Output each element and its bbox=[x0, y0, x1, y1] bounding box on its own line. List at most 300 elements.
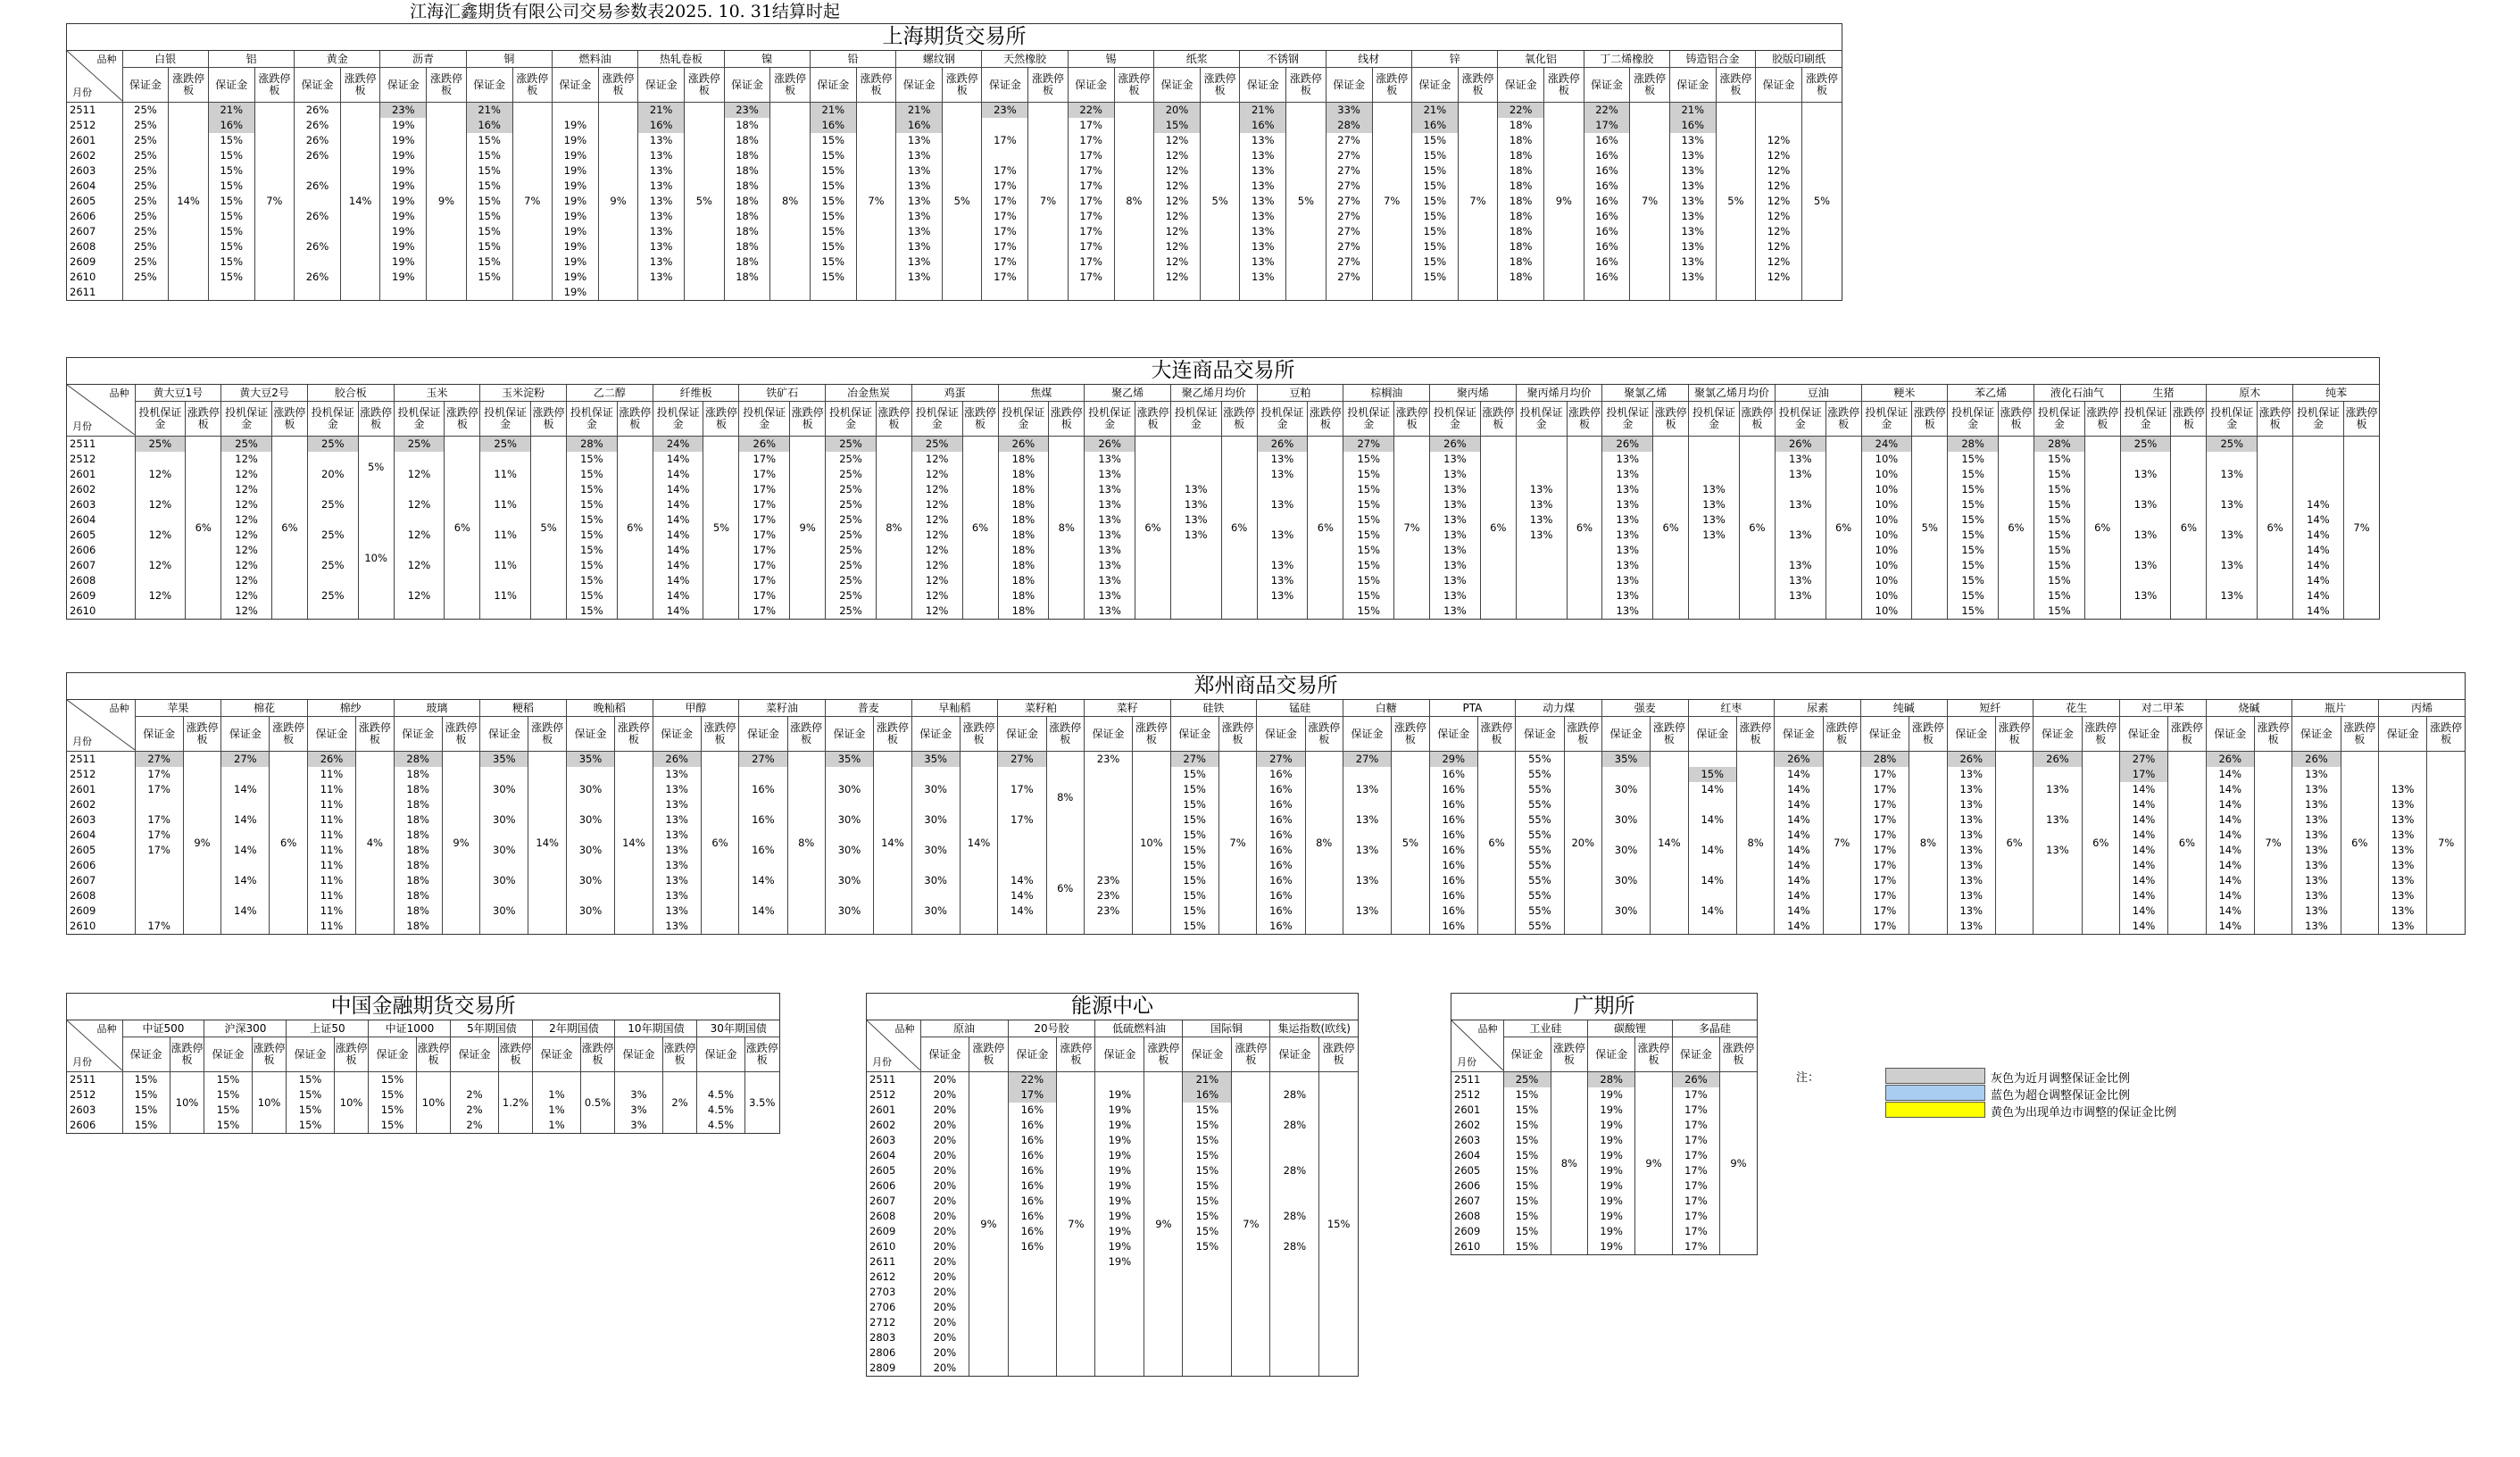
margin-cell: 16% bbox=[1429, 873, 1477, 888]
limit-cell: 6% bbox=[1221, 437, 1257, 620]
margin-header: 保证金 bbox=[615, 1037, 662, 1072]
limit-header: 涨跌停板 bbox=[358, 402, 394, 437]
margin-cell: 15% bbox=[287, 1103, 334, 1118]
margin-cell: 17% bbox=[982, 270, 1028, 285]
margin-cell: 19% bbox=[380, 224, 427, 239]
margin-cell: 16% bbox=[1584, 194, 1630, 209]
limit-cell: 6% bbox=[1480, 437, 1516, 620]
margin-cell: 13% bbox=[1775, 573, 1826, 588]
margin-cell: 19% bbox=[1588, 1148, 1635, 1163]
margin-cell: 15% bbox=[208, 224, 254, 239]
margin-cell bbox=[1095, 1270, 1144, 1285]
margin-cell bbox=[1257, 604, 1308, 619]
margin-header: 保证金 bbox=[208, 68, 254, 103]
limit-cell: 9% bbox=[598, 103, 637, 301]
margin-cell: 13% bbox=[1947, 919, 1995, 934]
margin-cell: 13% bbox=[1257, 588, 1308, 604]
margin-cell: 25% bbox=[307, 558, 358, 573]
margin-cell: 11% bbox=[307, 812, 355, 828]
limit-header: 涨跌停板 bbox=[876, 402, 911, 437]
margin-cell: 17% bbox=[1860, 782, 1909, 797]
limit-cell: 8% bbox=[1909, 752, 1947, 935]
margin-cell: 18% bbox=[1498, 209, 1544, 224]
margin-cell: 15% bbox=[1411, 254, 1458, 270]
month-cell: 2601 bbox=[869, 1103, 896, 1116]
margin-cell: 15% bbox=[1948, 573, 1999, 588]
margin-cell: 25% bbox=[122, 179, 169, 194]
margin-cell: 13% bbox=[1669, 163, 1716, 179]
margin-cell: 16% bbox=[1008, 1224, 1057, 1239]
month-cell: 2609 bbox=[869, 1225, 896, 1237]
margin-cell: 15% bbox=[466, 194, 512, 209]
margin-cell: 26% bbox=[1775, 752, 1823, 768]
margin-cell: 30% bbox=[480, 812, 528, 828]
margin-cell: 28% bbox=[1270, 1087, 1319, 1103]
margin-cell: 14% bbox=[2206, 858, 2254, 873]
margin-cell: 20% bbox=[307, 467, 358, 482]
product-name: 丁二烯橡胶 bbox=[1584, 51, 1669, 68]
margin-cell: 13% bbox=[1085, 528, 1135, 543]
limit-cell: 6% bbox=[270, 752, 307, 935]
margin-cell: 13% bbox=[1775, 452, 1826, 467]
margin-cell: 26% bbox=[998, 437, 1049, 453]
margin-cell: 13% bbox=[638, 179, 685, 194]
product-name: 碳酸锂 bbox=[1588, 1020, 1673, 1037]
margin-header: 保证金 bbox=[221, 717, 270, 752]
limit-cell: 6% bbox=[1567, 437, 1602, 620]
margin-cell bbox=[2033, 828, 2082, 843]
margin-cell: 13% bbox=[1669, 194, 1716, 209]
month-cell: 2610 bbox=[1454, 1240, 1481, 1253]
margin-cell: 13% bbox=[1430, 588, 1481, 604]
limit-cell: 7% bbox=[2427, 752, 2465, 935]
margin-cell: 13% bbox=[896, 163, 943, 179]
margin-cell: 13% bbox=[1085, 604, 1135, 619]
margin-cell: 12% bbox=[911, 528, 962, 543]
margin-cell bbox=[1084, 767, 1132, 782]
margin-cell: 14% bbox=[2206, 767, 2254, 782]
margin-cell: 25% bbox=[826, 573, 877, 588]
margin-cell: 13% bbox=[1343, 903, 1391, 919]
margin-cell: 15% bbox=[1343, 512, 1394, 528]
margin-cell: 14% bbox=[221, 903, 270, 919]
margin-cell: 20% bbox=[920, 1239, 969, 1254]
product-name: 黄大豆1号 bbox=[135, 385, 221, 402]
margin-cell: 14% bbox=[1775, 812, 1823, 828]
margin-cell: 16% bbox=[1584, 133, 1630, 148]
margin-cell bbox=[307, 573, 358, 588]
limit-cell: 8% bbox=[787, 752, 825, 935]
margin-cell: 25% bbox=[911, 437, 962, 453]
limit-header: 涨跌停板 bbox=[2082, 717, 2119, 752]
margin-header: 保证金 bbox=[1170, 717, 1218, 752]
corner-month-label: 月份 bbox=[872, 1056, 892, 1068]
limit-header: 涨跌停板 bbox=[1826, 402, 1861, 437]
margin-cell: 15% bbox=[1503, 1194, 1551, 1209]
margin-cell: 15% bbox=[1154, 118, 1201, 133]
margin-cell bbox=[1270, 1315, 1319, 1330]
margin-cell: 2% bbox=[451, 1118, 498, 1133]
corner-product-label: 品种 bbox=[894, 1023, 915, 1035]
exchange-block bbox=[1451, 993, 1758, 1255]
margin-cell: 16% bbox=[1584, 224, 1630, 239]
margin-cell bbox=[1008, 1330, 1057, 1345]
limit-cell: 8% bbox=[1046, 752, 1084, 844]
limit-header: 涨跌停板 bbox=[1477, 717, 1515, 752]
limit-cell: 5% bbox=[531, 437, 567, 620]
margin-cell: 27% bbox=[1326, 270, 1372, 285]
margin-cell bbox=[1270, 1330, 1319, 1345]
margin-cell: 26% bbox=[1085, 437, 1135, 453]
margin-header: 保证金 bbox=[1429, 717, 1477, 752]
margin-cell bbox=[1270, 1178, 1319, 1194]
margin-cell bbox=[1170, 573, 1221, 588]
month-cell: 2607 bbox=[869, 1195, 896, 1207]
table-row bbox=[867, 1087, 1358, 1103]
margin-cell bbox=[911, 797, 960, 812]
margin-cell: 16% bbox=[810, 118, 856, 133]
margin-cell: 25% bbox=[122, 133, 169, 148]
limit-header: 涨跌停板 bbox=[2254, 717, 2291, 752]
margin-cell: 15% bbox=[208, 194, 254, 209]
product-name: 天然橡胶 bbox=[982, 51, 1068, 68]
table-row bbox=[1451, 1224, 1757, 1239]
margin-cell: 25% bbox=[307, 437, 358, 453]
page-title: 江海汇鑫期货有限公司交易参数表2025. 10. 31结算时起 bbox=[410, 2, 840, 21]
margin-cell: 18% bbox=[394, 812, 442, 828]
margin-header: 保证金 bbox=[825, 717, 873, 752]
margin-cell bbox=[1170, 543, 1221, 558]
margin-cell bbox=[1516, 573, 1567, 588]
limit-header: 涨跌停板 bbox=[270, 717, 307, 752]
margin-cell: 16% bbox=[208, 118, 254, 133]
margin-header: 投机保证金 bbox=[567, 402, 618, 437]
margin-cell: 25% bbox=[826, 452, 877, 467]
product-name: 动力煤 bbox=[1516, 700, 1602, 717]
corner-cell bbox=[867, 1020, 920, 1072]
limit-cell: 6% bbox=[2084, 437, 2120, 620]
limit-header: 涨跌停板 bbox=[186, 402, 221, 437]
margin-cell: 13% bbox=[2292, 919, 2341, 934]
margin-cell: 25% bbox=[122, 103, 169, 119]
limit-header: 涨跌停板 bbox=[340, 68, 379, 103]
limit-cell: 10% bbox=[1133, 752, 1170, 935]
margin-cell: 17% bbox=[1672, 1209, 1719, 1224]
margin-header: 保证金 bbox=[998, 717, 1046, 752]
margin-cell: 15% bbox=[1183, 1148, 1232, 1163]
margin-cell: 17% bbox=[135, 767, 183, 782]
margin-cell: 20% bbox=[920, 1330, 969, 1345]
margin-cell: 14% bbox=[653, 573, 703, 588]
product-name: 棕榈油 bbox=[1343, 385, 1430, 402]
margin-cell: 19% bbox=[380, 254, 427, 270]
limit-cell: 10% bbox=[358, 497, 394, 619]
month-cell: 2608 bbox=[70, 889, 96, 902]
margin-cell bbox=[295, 285, 341, 300]
limit-cell: 8% bbox=[1736, 752, 1774, 935]
margin-cell: 3% bbox=[615, 1103, 662, 1118]
margin-cell: 13% bbox=[1602, 543, 1653, 558]
product-name: 20号胶 bbox=[1008, 1020, 1095, 1037]
margin-cell: 27% bbox=[1326, 179, 1372, 194]
margin-cell: 13% bbox=[1947, 843, 1995, 858]
margin-cell: 13% bbox=[1602, 482, 1653, 497]
margin-cell: 13% bbox=[1947, 873, 1995, 888]
margin-cell: 13% bbox=[1669, 239, 1716, 254]
margin-cell: 16% bbox=[1584, 239, 1630, 254]
limit-header: 涨跌停板 bbox=[1218, 717, 1256, 752]
margin-cell: 11% bbox=[307, 782, 355, 797]
margin-cell bbox=[566, 888, 614, 903]
limit-header: 涨跌停板 bbox=[1392, 717, 1429, 752]
margin-cell: 17% bbox=[739, 512, 790, 528]
margin-cell: 13% bbox=[2207, 467, 2258, 482]
margin-cell: 26% bbox=[2033, 752, 2082, 768]
margin-cell: 17% bbox=[1068, 209, 1114, 224]
product-name: 10年期国债 bbox=[615, 1020, 697, 1037]
margin-cell bbox=[135, 903, 183, 919]
limit-header: 涨跌停板 bbox=[856, 68, 895, 103]
month-cell: 2512 bbox=[70, 768, 96, 780]
margin-cell bbox=[295, 194, 341, 209]
margin-cell: 35% bbox=[911, 752, 960, 768]
margin-cell: 16% bbox=[1584, 148, 1630, 163]
margin-cell: 3% bbox=[615, 1087, 662, 1103]
limit-header: 涨跌停板 bbox=[770, 68, 810, 103]
margin-cell: 17% bbox=[1068, 224, 1114, 239]
margin-cell: 15% bbox=[208, 133, 254, 148]
margin-header: 投机保证金 bbox=[1861, 402, 1912, 437]
margin-cell bbox=[1343, 767, 1391, 782]
margin-cell: 13% bbox=[638, 270, 685, 285]
margin-header: 保证金 bbox=[1688, 717, 1736, 752]
month-cell: 2602 bbox=[1454, 1119, 1481, 1131]
margin-cell: 15% bbox=[567, 558, 618, 573]
limit-header: 涨跌停板 bbox=[445, 402, 480, 437]
month-cell: 2603 bbox=[70, 498, 96, 511]
margin-header: 投机保证金 bbox=[2033, 402, 2084, 437]
margin-cell: 27% bbox=[135, 752, 183, 768]
margin-cell: 15% bbox=[1503, 1178, 1551, 1194]
limit-cell: 5% bbox=[1716, 103, 1755, 301]
margin-cell bbox=[1270, 1072, 1319, 1088]
month-cell: 2601 bbox=[70, 783, 96, 795]
margin-cell bbox=[221, 858, 270, 873]
margin-cell: 13% bbox=[1602, 558, 1653, 573]
margin-cell: 15% bbox=[1503, 1133, 1551, 1148]
margin-cell bbox=[739, 767, 787, 782]
margin-cell bbox=[307, 543, 358, 558]
product-name: 焦煤 bbox=[998, 385, 1085, 402]
margin-cell: 15% bbox=[122, 1118, 170, 1133]
product-name: 短纤 bbox=[1947, 700, 2033, 717]
margin-cell: 12% bbox=[221, 452, 272, 467]
limit-header: 涨跌停板 bbox=[1564, 717, 1601, 752]
limit-cell: 7% bbox=[1458, 103, 1497, 301]
margin-cell: 25% bbox=[122, 270, 169, 285]
margin-cell: 16% bbox=[1584, 179, 1630, 194]
margin-cell bbox=[1084, 797, 1132, 812]
table-row bbox=[867, 1133, 1358, 1148]
margin-cell: 25% bbox=[826, 482, 877, 497]
margin-cell: 14% bbox=[1775, 843, 1823, 858]
month-cell: 2512 bbox=[1454, 1088, 1481, 1101]
margin-cell: 13% bbox=[1947, 812, 1995, 828]
margin-cell: 13% bbox=[2292, 782, 2341, 797]
margin-cell bbox=[1084, 782, 1132, 797]
margin-header: 投机保证金 bbox=[911, 402, 962, 437]
product-name: 对二甲苯 bbox=[2119, 700, 2206, 717]
margin-header: 保证金 bbox=[1240, 68, 1286, 103]
product-name: 多晶硅 bbox=[1672, 1020, 1757, 1037]
month-cell: 2706 bbox=[869, 1301, 896, 1313]
margin-cell: 25% bbox=[122, 194, 169, 209]
margin-cell: 19% bbox=[552, 239, 598, 254]
margin-cell: 19% bbox=[552, 118, 598, 133]
margin-cell bbox=[2378, 752, 2426, 768]
margin-cell: 26% bbox=[295, 148, 341, 163]
limit-cell: 14% bbox=[528, 752, 566, 935]
margin-header: 保证金 bbox=[653, 717, 701, 752]
margin-cell: 13% bbox=[1602, 528, 1653, 543]
margin-cell bbox=[724, 285, 770, 300]
margin-cell: 25% bbox=[826, 467, 877, 482]
margin-cell: 18% bbox=[1498, 194, 1544, 209]
limit-cell: 9% bbox=[1719, 1072, 1757, 1255]
margin-cell bbox=[221, 767, 270, 782]
margin-cell bbox=[1084, 843, 1132, 858]
margin-cell: 30% bbox=[1601, 812, 1650, 828]
margin-cell: 17% bbox=[1672, 1133, 1719, 1148]
margin-cell: 55% bbox=[1516, 752, 1564, 768]
margin-cell: 10% bbox=[1861, 482, 1912, 497]
margin-cell bbox=[1084, 858, 1132, 873]
limit-cell: 6% bbox=[2082, 752, 2119, 935]
margin-cell: 15% bbox=[1343, 452, 1394, 467]
margin-cell bbox=[1516, 588, 1567, 604]
margin-cell: 15% bbox=[1948, 604, 1999, 619]
limit-cell: 8% bbox=[770, 103, 810, 301]
margin-cell: 13% bbox=[2292, 843, 2341, 858]
margin-cell: 12% bbox=[221, 512, 272, 528]
margin-cell bbox=[911, 828, 960, 843]
margin-cell: 14% bbox=[2206, 797, 2254, 812]
margin-cell: 14% bbox=[739, 873, 787, 888]
table-row bbox=[867, 1224, 1358, 1239]
margin-cell: 28% bbox=[1270, 1209, 1319, 1224]
product-name: 硅铁 bbox=[1170, 700, 1257, 717]
margin-cell bbox=[1343, 797, 1391, 812]
margin-cell: 15% bbox=[1343, 588, 1394, 604]
margin-cell: 18% bbox=[724, 209, 770, 224]
margin-cell: 18% bbox=[1498, 254, 1544, 270]
margin-cell: 15% bbox=[208, 239, 254, 254]
margin-cell: 55% bbox=[1516, 873, 1564, 888]
margin-cell: 15% bbox=[2033, 467, 2084, 482]
margin-cell: 15% bbox=[2033, 573, 2084, 588]
product-name: 上证50 bbox=[287, 1020, 369, 1037]
margin-cell: 16% bbox=[1257, 843, 1305, 858]
margin-cell bbox=[911, 888, 960, 903]
margin-cell: 17% bbox=[1068, 148, 1114, 163]
margin-cell: 26% bbox=[295, 209, 341, 224]
limit-cell: 9% bbox=[790, 437, 826, 620]
margin-cell: 12% bbox=[394, 558, 445, 573]
margin-cell bbox=[1689, 588, 1740, 604]
margin-cell: 14% bbox=[653, 467, 703, 482]
margin-cell: 23% bbox=[1084, 752, 1132, 768]
margin-cell: 13% bbox=[2033, 782, 2082, 797]
legend-text: 蓝色为超仓调整保证金比例 bbox=[1991, 1089, 2131, 1103]
margin-cell: 26% bbox=[2206, 752, 2254, 768]
margin-cell: 13% bbox=[1689, 497, 1740, 512]
margin-cell bbox=[1170, 604, 1221, 619]
limit-cell: 5% bbox=[1200, 103, 1239, 301]
margin-cell bbox=[1689, 452, 1740, 467]
margin-header: 保证金 bbox=[369, 1037, 416, 1072]
product-name: 2年期国债 bbox=[533, 1020, 615, 1037]
margin-cell bbox=[480, 919, 528, 934]
table-row bbox=[867, 1315, 1358, 1330]
product-name: 沥青 bbox=[380, 51, 466, 68]
margin-header: 投机保证金 bbox=[826, 402, 877, 437]
margin-cell: 15% bbox=[1688, 767, 1736, 782]
limit-cell: 8% bbox=[1551, 1072, 1588, 1255]
exchange-block bbox=[66, 23, 1842, 301]
limit-header: 涨跌停板 bbox=[1372, 68, 1411, 103]
margin-cell: 15% bbox=[369, 1103, 416, 1118]
margin-cell: 2% bbox=[451, 1087, 498, 1103]
product-name: 锰硅 bbox=[1257, 700, 1343, 717]
margin-cell: 28% bbox=[1270, 1118, 1319, 1133]
margin-cell: 19% bbox=[552, 285, 598, 300]
margin-cell: 15% bbox=[810, 254, 856, 270]
margin-cell bbox=[1270, 1194, 1319, 1209]
margin-cell: 13% bbox=[1257, 467, 1308, 482]
margin-header: 保证金 bbox=[911, 717, 960, 752]
margin-cell: 27% bbox=[1343, 752, 1391, 768]
exchange-block bbox=[66, 672, 2466, 935]
margin-cell: 19% bbox=[552, 163, 598, 179]
margin-cell: 26% bbox=[1257, 437, 1308, 453]
margin-cell: 13% bbox=[1516, 482, 1567, 497]
margin-cell: 28% bbox=[1948, 437, 1999, 453]
margin-cell: 15% bbox=[208, 148, 254, 163]
margin-cell bbox=[480, 767, 528, 782]
product-name: 胶版印刷纸 bbox=[1756, 51, 1842, 68]
margin-cell: 14% bbox=[2293, 512, 2344, 528]
margin-cell: 13% bbox=[653, 873, 701, 888]
margin-cell: 14% bbox=[2293, 604, 2344, 619]
margin-cell: 16% bbox=[1257, 858, 1305, 873]
margin-cell: 27% bbox=[1326, 239, 1372, 254]
limit-header: 涨跌停板 bbox=[2258, 402, 2293, 437]
month-cell: 2608 bbox=[1454, 1210, 1481, 1222]
margin-cell: 28% bbox=[394, 752, 442, 768]
margin-cell: 12% bbox=[911, 588, 962, 604]
margin-cell: 25% bbox=[394, 437, 445, 453]
margin-cell: 55% bbox=[1516, 888, 1564, 903]
product-name: 镍 bbox=[724, 51, 810, 68]
product-name: 中证1000 bbox=[369, 1020, 451, 1037]
margin-cell: 15% bbox=[1948, 497, 1999, 512]
margin-cell: 15% bbox=[1948, 452, 1999, 467]
margin-cell: 17% bbox=[1068, 163, 1114, 179]
limit-header: 涨跌停板 bbox=[1651, 717, 1688, 752]
limit-header: 涨跌停板 bbox=[2341, 717, 2378, 752]
month-cell: 2606 bbox=[70, 1119, 96, 1131]
margin-cell: 18% bbox=[1498, 163, 1544, 179]
